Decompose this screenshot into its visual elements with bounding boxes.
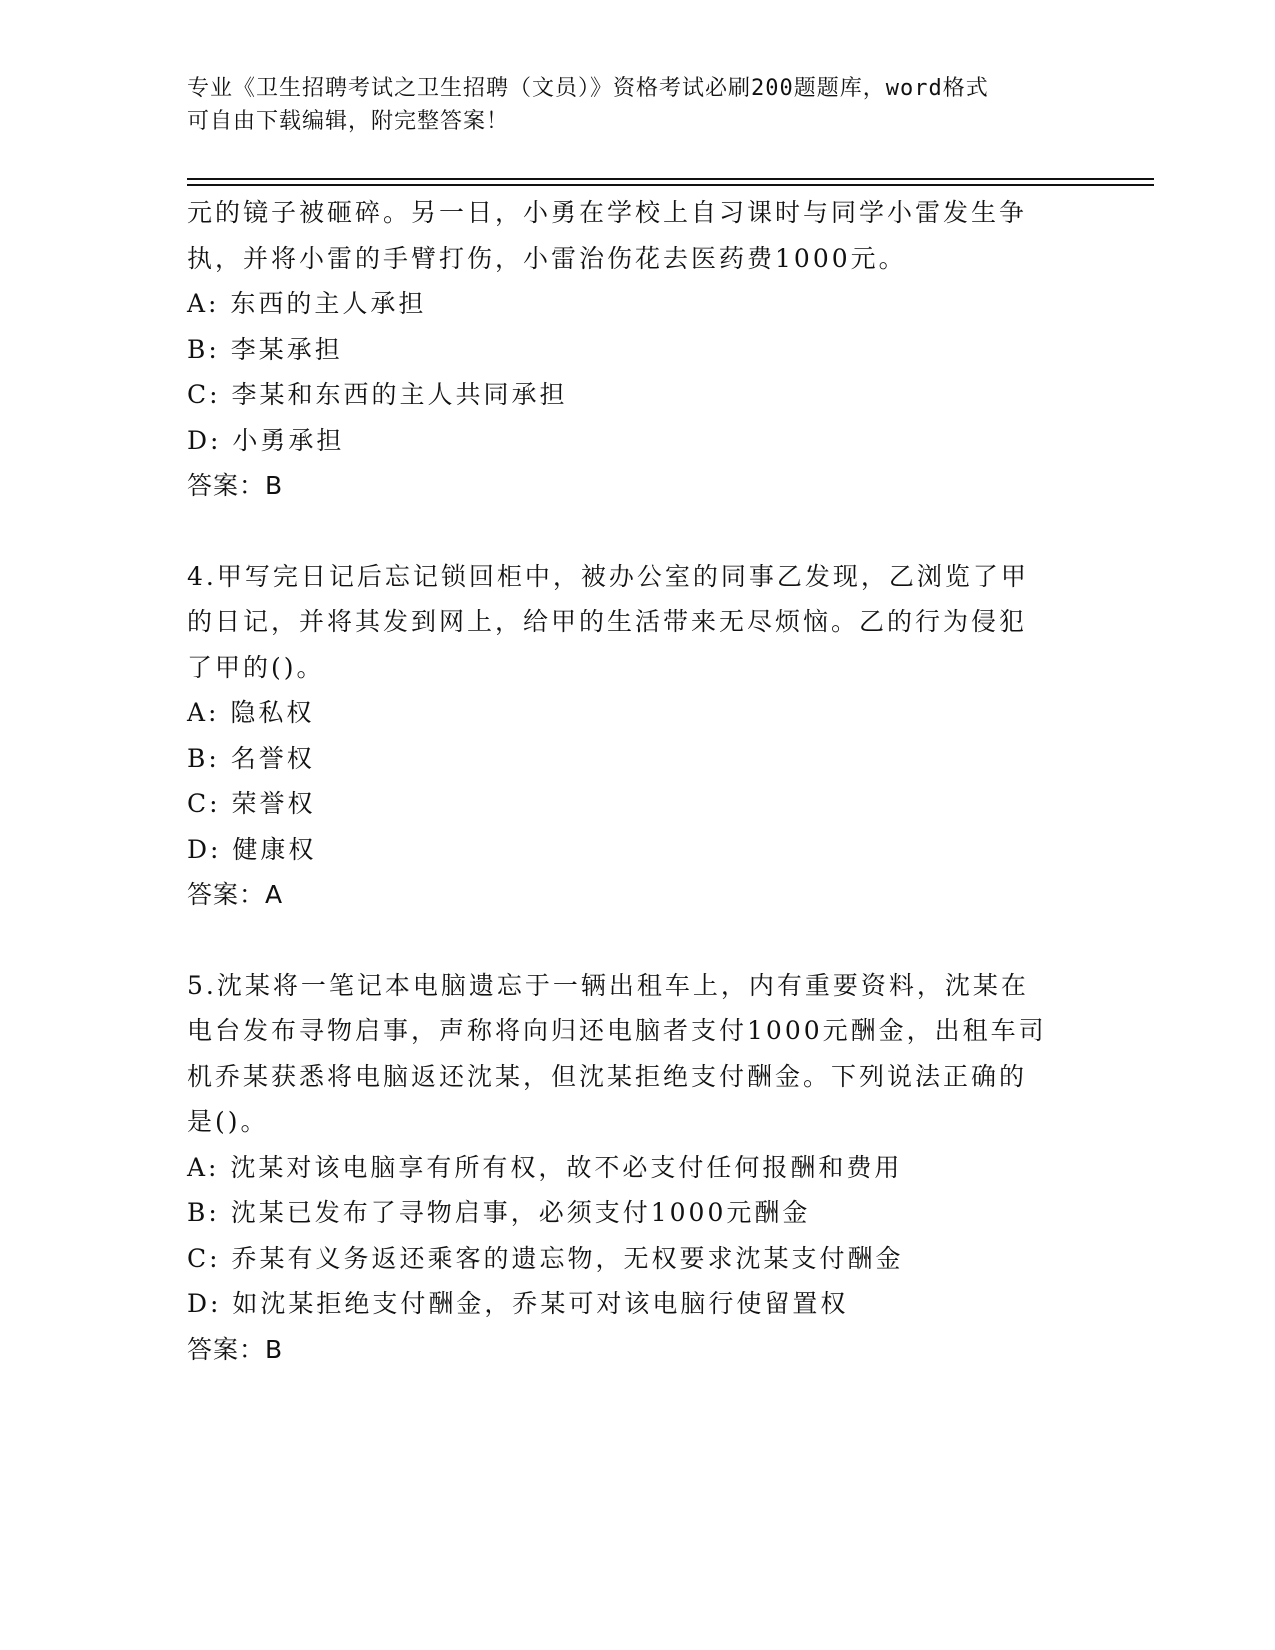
question-5 xyxy=(187,963,1087,1373)
option-a: A: 隐私权 xyxy=(187,698,315,727)
question-stem-line: 的日记，并将其发到网上，给甲的生活带来无尽烦恼。乙的行为侵犯 xyxy=(187,607,1028,636)
option-d: D: 健康权 xyxy=(187,834,317,864)
header-line: 专业《卫生招聘考试之卫生招聘（文员）》资格考试必刷200题题库，word格式 xyxy=(187,76,989,101)
header-rule-bottom xyxy=(187,184,1154,186)
header-line: 可自由下载编辑，附完整答案！ xyxy=(187,109,510,134)
option-c: C: 荣誉权 xyxy=(187,789,316,818)
option-a: A: 东西的主人承担 xyxy=(187,289,427,318)
question-stem-line: 是()。 xyxy=(187,1107,269,1136)
option-b: B: 沈某已发布了寻物启事，必须支付1000元酬金 xyxy=(187,1198,811,1227)
option-b: B: 名誉权 xyxy=(187,743,315,773)
question-stem-line: 了甲的()。 xyxy=(187,652,325,682)
question-4 xyxy=(187,554,1087,918)
answer: 答案：A xyxy=(187,880,284,909)
question-stem-line: 4.甲写完日记后忘记锁回柜中，被办公室的同事乙发现，乙浏览了甲 xyxy=(187,561,1029,591)
spacer xyxy=(187,918,1087,963)
option-d: D: 小勇承担 xyxy=(187,425,345,455)
question-stem-line: 电台发布寻物启事，声称将向归还电脑者支付1000元酬金，出租车司 xyxy=(187,1016,1047,1045)
option-b: B: 李某承担 xyxy=(187,334,343,364)
question-stem-line: 执，并将小雷的手臂打伤，小雷治伤花去医药费1000元。 xyxy=(187,243,907,273)
option-c: C: 李某和东西的主人共同承担 xyxy=(187,380,568,409)
answer: 答案：B xyxy=(187,1334,284,1364)
question-3 xyxy=(187,190,1087,509)
document-header xyxy=(187,72,1067,138)
answer: 答案：B xyxy=(187,471,284,500)
option-d: D: 如沈某拒绝支付酬金，乔某可对该电脑行使留置权 xyxy=(187,1289,849,1318)
option-a: A: 沈某对该电脑享有所有权，故不必支付任何报酬和费用 xyxy=(187,1152,903,1182)
question-stem-line: 5.沈某将一笔记本电脑遗忘于一辆出租车上，内有重要资料，沈某在 xyxy=(187,970,1029,1000)
option-c: C: 乔某有义务返还乘客的遗忘物，无权要求沈某支付酬金 xyxy=(187,1243,904,1273)
header-rule-top xyxy=(187,178,1154,180)
page-content xyxy=(187,190,1087,1372)
question-stem-line: 元的镜子被砸碎。另一日，小勇在学校上自习课时与同学小雷发生争 xyxy=(187,198,1028,227)
question-stem-line: 机乔某获悉将电脑返还沈某，但沈某拒绝支付酬金。下列说法正确的 xyxy=(187,1061,1028,1091)
spacer xyxy=(187,509,1087,554)
